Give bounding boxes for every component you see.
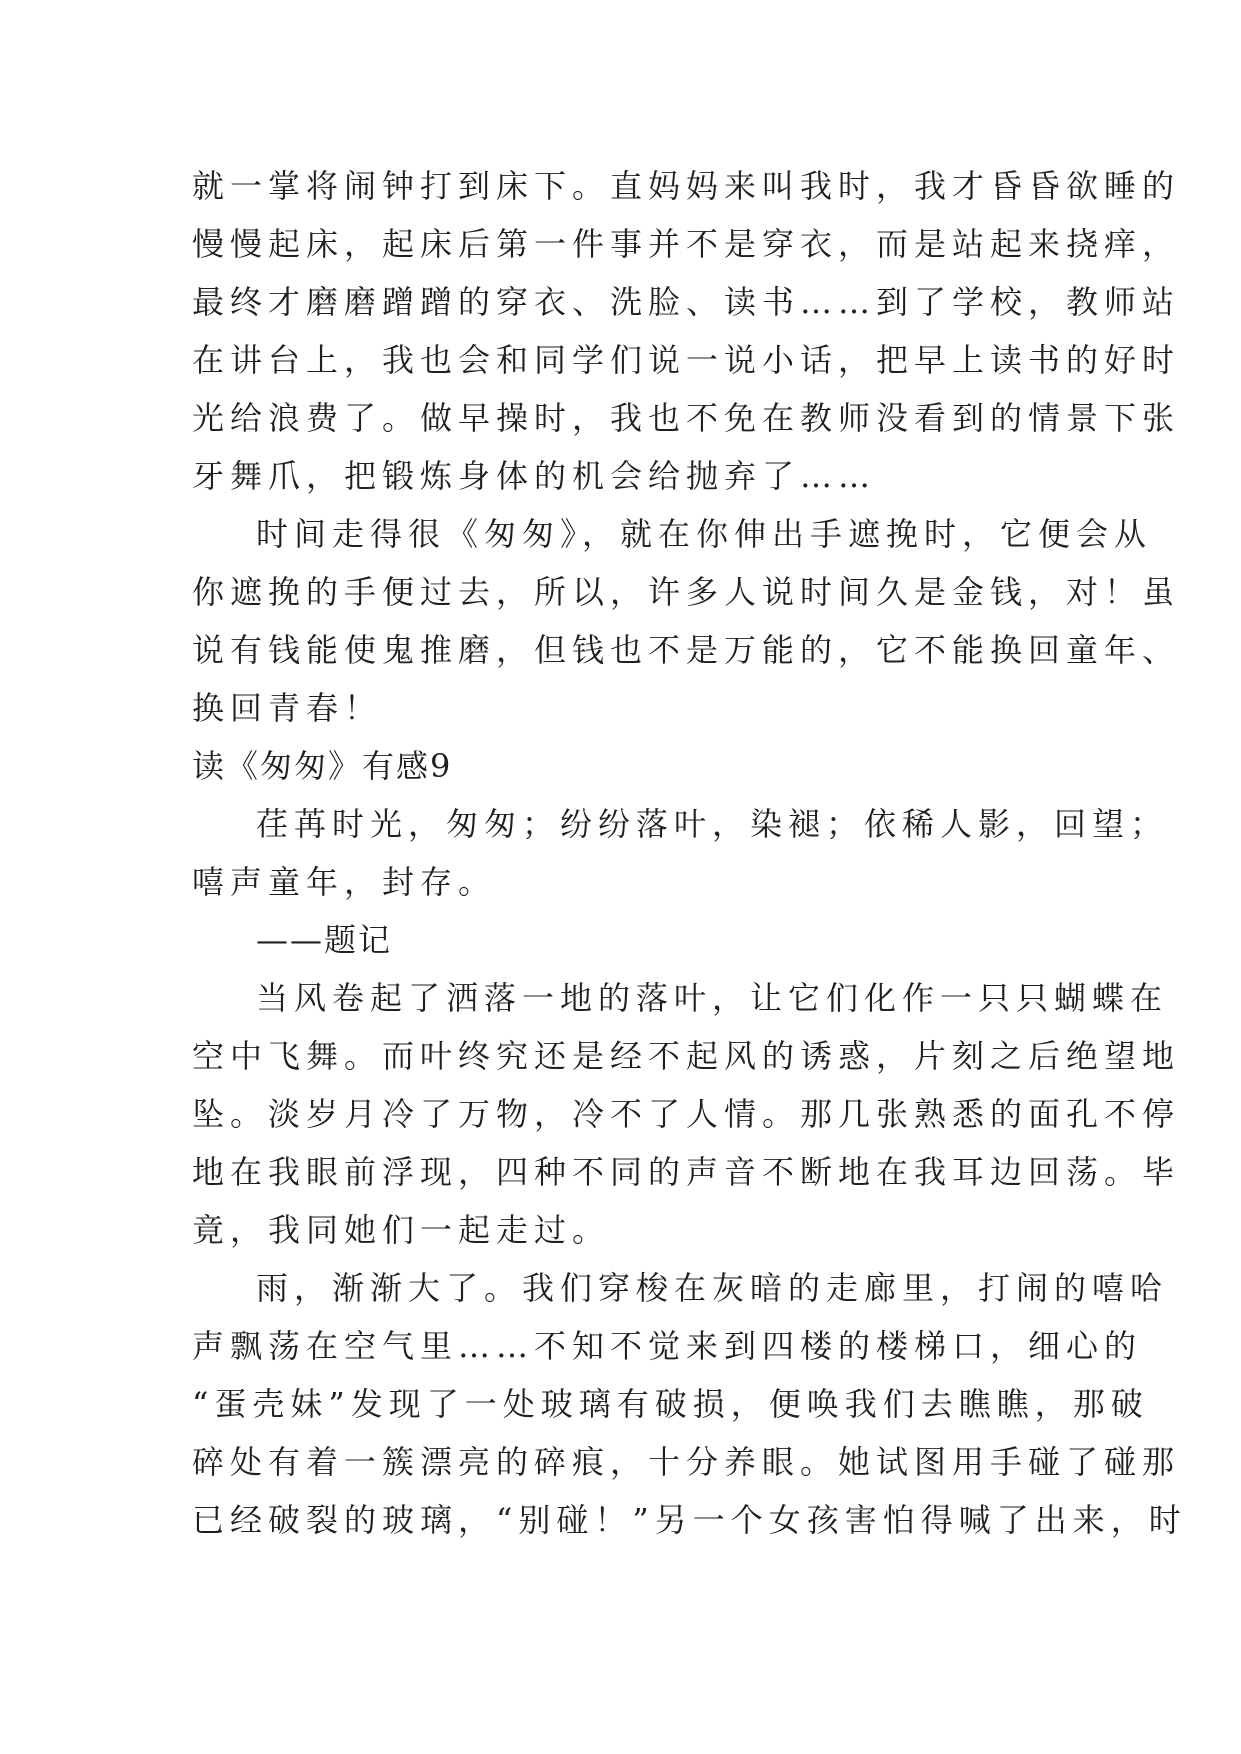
text-line: 慢慢起床，起床后第一件事并不是穿衣，而是站起来挠痒， — [192, 225, 1181, 263]
text-line: 嘻声童年，封存。 — [192, 863, 497, 901]
text-line: 光给浪费了。做早操时，我也不免在教师没看到的情景下张 — [192, 399, 1181, 437]
text-line: 坠。淡岁月冷了万物，冷不了人情。那几张熟悉的面孔不停 — [192, 1095, 1181, 1133]
text-line: 你遮挽的手便过去，所以，许多人说时间久是金钱，对！虽 — [192, 573, 1181, 611]
inscription-line: ——题记 — [256, 921, 393, 959]
section-title: 读《匆匆》有感9 — [192, 747, 453, 785]
paragraph-start-line: 雨，渐渐大了。我们穿梭在灰暗的走廊里，打闹的嘻哈 — [256, 1269, 1169, 1307]
text-line: 最终才磨磨蹭蹭的穿衣、洗脸、读书……到了学校，教师站 — [192, 283, 1181, 321]
paragraph-start-line: 时间走得很《匆匆》，就在你伸出手遮挽时，它便会从 — [256, 515, 1153, 553]
text-line: 声飘荡在空气里……不知不觉来到四楼的楼梯口，细心的 — [192, 1327, 1143, 1365]
paragraph-start-line: 当风卷起了洒落一地的落叶，让它们化作一只只蝴蝶在 — [256, 979, 1169, 1017]
text-line: 牙舞爪，把锻炼身体的机会给抛弃了…… — [192, 457, 877, 495]
text-line: 已经破裂的玻璃，“别碰！”另一个女孩害怕得喊了出来，时 — [192, 1501, 1187, 1539]
text-line: 空中飞舞。而叶终究还是经不起风的诱惑，片刻之后绝望地 — [192, 1037, 1181, 1075]
text-line: “蛋壳妹”发现了一处玻璃有破损，便唤我们去瞧瞧，那破 — [192, 1385, 1149, 1423]
text-line: 碎处有着一簇漂亮的碎痕，十分养眼。她试图用手碰了碰那 — [192, 1443, 1181, 1481]
text-line: 就一掌将闹钟打到床下。直妈妈来叫我时，我才昏昏欲睡的 — [192, 167, 1181, 205]
text-line: 说有钱能使鬼推磨，但钱也不是万能的，它不能换回童年、 — [192, 631, 1181, 669]
document-body — [192, 157, 1187, 1549]
text-line: 换回青春！ — [192, 689, 383, 727]
text-line: 竟，我同她们一起走过。 — [192, 1211, 611, 1249]
text-line: 在讲台上，我也会和同学们说一说小话，把早上读书的好时 — [192, 341, 1181, 379]
paragraph-start-line: 荏苒时光，匆匆；纷纷落叶，染褪；依稀人影，回望； — [256, 805, 1169, 843]
text-line: 地在我眼前浮现，四种不同的声音不断地在我耳边回荡。毕 — [192, 1153, 1181, 1191]
